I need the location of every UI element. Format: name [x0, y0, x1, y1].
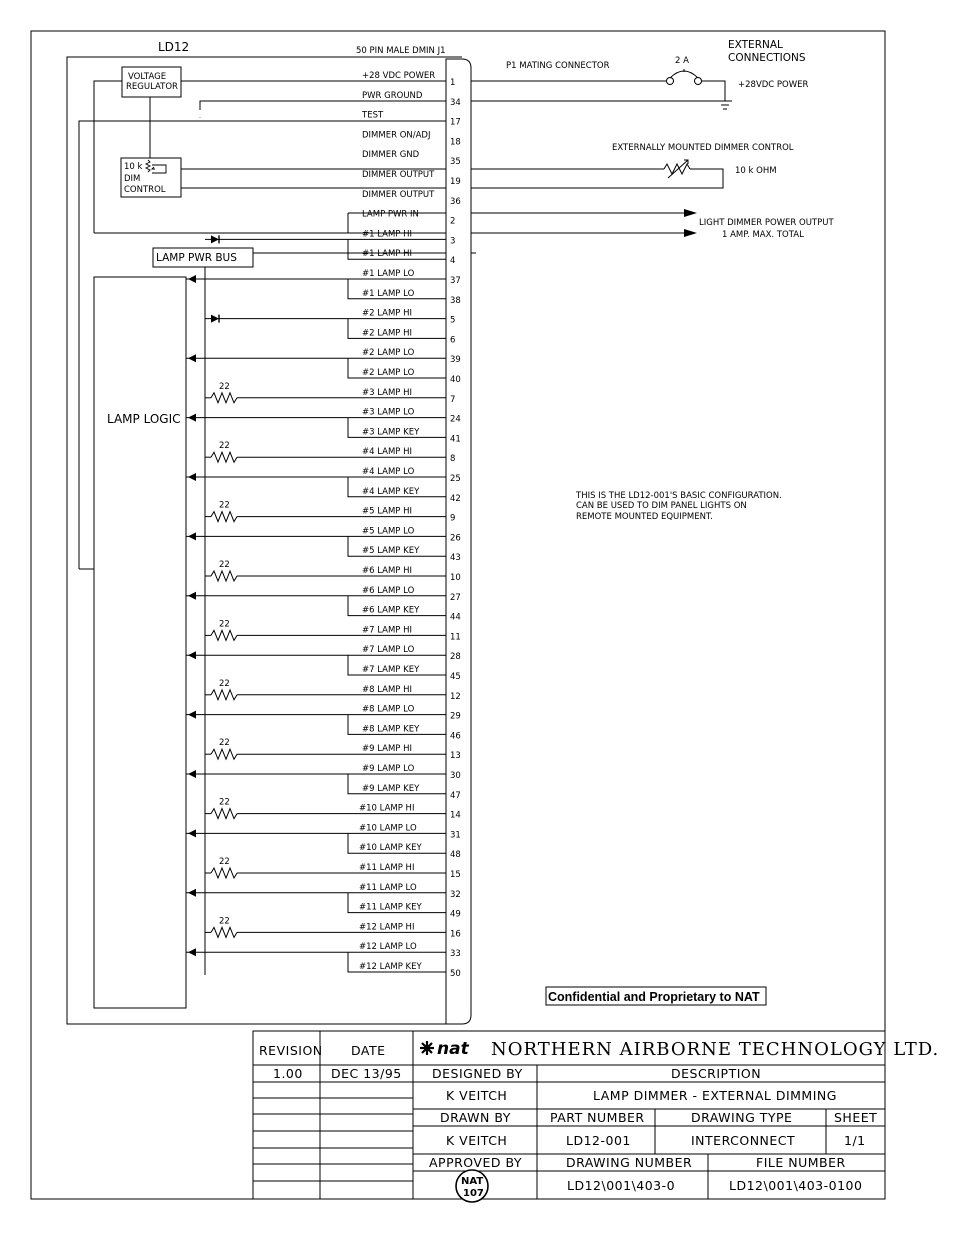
title-block — [253, 1031, 939, 1202]
pin-number: 38 — [450, 295, 461, 306]
nat-logo-text: nat — [437, 1039, 469, 1059]
pin-signal-label: #6 LAMP KEY — [362, 605, 420, 616]
pin-number: 41 — [450, 434, 461, 445]
description-label: DESCRIPTION — [671, 1066, 762, 1081]
description-value: LAMP DIMMER - EXTERNAL DIMMING — [593, 1088, 837, 1103]
fuse-label: 2 A — [675, 56, 689, 66]
pin-number: 26 — [450, 533, 461, 544]
output-arrow-icon-2 — [684, 229, 697, 237]
pin-number: 15 — [450, 870, 461, 880]
resistor-value: 22 — [219, 738, 230, 749]
external-title-2: CONNECTIONS — [728, 52, 806, 64]
dim-control-label-1: 10 k — [124, 162, 143, 172]
pot-resistor-icon — [664, 164, 690, 174]
external-title-1: EXTERNAL — [728, 39, 783, 51]
pin-number: 8 — [450, 454, 456, 465]
lamp-circuits — [186, 235, 446, 972]
pin-number: 12 — [450, 691, 461, 702]
dim-control — [121, 158, 181, 197]
pin-signal-label: #9 LAMP HI — [362, 744, 413, 755]
lamp-lo-arrow-icon — [188, 829, 196, 837]
resistor-icon — [211, 690, 237, 700]
pin-signal-label: #11 LAMP HI — [359, 863, 415, 873]
pin-signal-label: #5 LAMP HI — [362, 506, 413, 517]
pin-signal-label: TEST — [362, 110, 384, 121]
resistor-value: 22 — [219, 441, 230, 452]
approved-by-label: APPROVED BY — [429, 1155, 523, 1170]
resistor-icon — [211, 452, 237, 462]
pin-signal-label: #2 LAMP HI — [362, 328, 413, 339]
pin-signal-label: #1 LAMP HI — [362, 249, 413, 260]
confidential-notice — [546, 987, 766, 1005]
pin-number: 35 — [450, 157, 461, 168]
pin-row — [362, 309, 455, 326]
pin-number: 17 — [450, 117, 461, 128]
pin-number: 27 — [450, 592, 461, 603]
pin-number: 11 — [450, 632, 461, 643]
drawn-by-label: DRAWN BY — [440, 1110, 511, 1125]
pin-signal-label: #2 LAMP HI — [362, 308, 413, 319]
note-line-2: CAN BE USED TO DIM PANEL LIGHTS ON — [576, 501, 747, 511]
output-label-1: LIGHT DIMMER POWER OUTPUT — [699, 218, 834, 228]
pin-number: 1 — [450, 78, 456, 88]
resistor-value: 22 — [219, 857, 230, 867]
mating-connector-label: P1 MATING CONNECTOR — [506, 61, 610, 71]
pin-row — [362, 447, 455, 464]
lamp-pwr-bus — [153, 248, 253, 267]
pin-number: 3 — [450, 236, 456, 247]
sheet-label: SHEET — [834, 1110, 878, 1125]
pin-signal-label: #3 LAMP LO — [362, 407, 415, 418]
pin-signal-label: #10 LAMP HI — [359, 803, 415, 814]
resistor-icon — [211, 393, 237, 403]
resistor-icon — [211, 868, 237, 878]
pin-row — [362, 507, 455, 524]
pin-signal-label: #8 LAMP LO — [362, 704, 415, 715]
pin-number: 2 — [450, 216, 456, 227]
pin-signal-label: #10 LAMP LO — [359, 823, 417, 834]
pin-number: 44 — [450, 612, 461, 623]
dim-control-label-2: DIM — [124, 174, 141, 184]
resistor-value: 22 — [219, 381, 230, 392]
pin-signal-label: #1 LAMP LO — [362, 288, 415, 299]
pin-signal-label: #4 LAMP LO — [362, 467, 415, 477]
nat-logo — [420, 1041, 434, 1055]
pin-number: 43 — [450, 553, 461, 564]
resistor-icon — [211, 571, 237, 581]
pin-number: 30 — [450, 771, 461, 781]
resistor-value: 22 — [219, 560, 230, 570]
pin-signal-label: DIMMER ON/ADJ — [362, 130, 431, 141]
pot-value-label: 10 k OHM — [735, 166, 777, 176]
approval-stamp — [456, 1170, 488, 1202]
lamp-lo-arrow-icon — [188, 275, 196, 283]
pin-signal-label: DIMMER GND — [362, 150, 420, 161]
lamp-lo-arrow-icon — [188, 889, 196, 897]
pin-signal-label: #9 LAMP LO — [362, 764, 415, 774]
pin-signal-label: #1 LAMP LO — [362, 269, 415, 279]
resistor-value: 22 — [219, 797, 230, 808]
lamp-lo-arrow-icon — [188, 711, 196, 719]
pin-signal-label: LAMP PWR IN — [362, 209, 419, 220]
pin-number: 18 — [450, 137, 461, 148]
ground-icon — [718, 101, 732, 109]
pin-row — [362, 71, 455, 88]
pin-number: 6 — [450, 335, 456, 346]
pin-signal-label: #2 LAMP LO — [362, 348, 415, 359]
drawing-type-value: INTERCONNECT — [691, 1133, 796, 1148]
pin-number: 46 — [450, 731, 461, 742]
resistor-icon — [211, 512, 237, 522]
pin-signal-label: #11 LAMP LO — [359, 882, 417, 893]
stamp-line-1: NAT — [461, 1176, 484, 1187]
pin-number: 31 — [450, 830, 461, 841]
dim-control-label-3: CONTROL — [124, 185, 166, 195]
diode-icon — [211, 235, 219, 243]
note-line-1: THIS IS THE LD12-001'S BASIC CONFIGURATION. — [576, 491, 782, 501]
pin-signal-label: PWR GROUND — [362, 90, 423, 101]
ground-arrow-icon — [196, 110, 204, 118]
pin-number: 34 — [450, 97, 461, 108]
pin-number: 29 — [450, 711, 461, 722]
lamp-lo-arrow-icon — [188, 414, 196, 422]
lamp-lo-arrow-icon — [188, 354, 196, 362]
module-outline — [67, 57, 462, 1024]
pin-signal-label: #8 LAMP HI — [362, 684, 413, 695]
pin-number: 42 — [450, 493, 461, 504]
designed-by-value: K VEITCH — [446, 1088, 508, 1103]
drawn-by-value: K VEITCH — [446, 1133, 508, 1148]
company-name: NORTHERN AIRBORNE TECHNOLOGY LTD. — [491, 1039, 940, 1060]
pin-signal-label: #8 LAMP KEY — [362, 724, 420, 735]
pin-signal-label: +28 VDC POWER — [362, 71, 436, 81]
pin-number: 7 — [450, 394, 456, 405]
pin-number: 50 — [450, 969, 461, 979]
drawing-type-label: DRAWING TYPE — [691, 1110, 793, 1125]
pin-signal-label: DIMMER OUTPUT — [362, 189, 435, 200]
pin-signal-label: #11 LAMP KEY — [359, 902, 422, 913]
pin-number: 37 — [450, 276, 461, 286]
pin-number: 25 — [450, 474, 461, 484]
dimmer-control-label: EXTERNALLY MOUNTED DIMMER CONTROL — [612, 143, 794, 153]
pin-number: 32 — [450, 889, 461, 900]
pin-signal-label: #12 LAMP KEY — [359, 962, 422, 972]
pin-signal-label: #3 LAMP HI — [362, 387, 413, 398]
pin-number: 48 — [450, 850, 461, 861]
resistor-icon — [211, 927, 237, 937]
resistor-icon — [211, 630, 237, 640]
pin-signal-label: #7 LAMP LO — [362, 645, 415, 656]
part-number-value: LD12-001 — [566, 1133, 631, 1148]
part-number-label: PART NUMBER — [550, 1110, 645, 1125]
pin-number: 10 — [450, 573, 461, 583]
lamp-lo-arrow-icon — [188, 532, 196, 540]
lamp-pwr-bus-label: LAMP PWR BUS — [156, 252, 237, 264]
pin-number: 5 — [450, 315, 456, 326]
output-arrow-icon — [684, 209, 697, 217]
pin-number: 47 — [450, 790, 461, 801]
pin-number: 4 — [450, 256, 456, 267]
module-name: LD12 — [158, 40, 190, 54]
resistor-value: 22 — [219, 619, 230, 630]
confidential-text: Confidential and Proprietary to NAT — [548, 990, 760, 1004]
pin-signal-label: #10 LAMP KEY — [359, 843, 422, 854]
file-number-label: FILE NUMBER — [756, 1155, 846, 1170]
diode-icon — [211, 315, 219, 323]
pin-number: 9 — [450, 513, 456, 524]
pin-signal-label: #7 LAMP KEY — [362, 665, 420, 675]
sheet-value: 1/1 — [844, 1133, 866, 1148]
pin-signal-label: #6 LAMP HI — [362, 566, 413, 576]
pin-number: 36 — [450, 196, 461, 207]
date-value: DEC 13/95 — [331, 1066, 402, 1081]
voltage-regulator-label-2: REGULATOR — [126, 82, 178, 92]
pin-number: 49 — [450, 909, 461, 920]
config-note — [575, 491, 782, 522]
lamp-lo-arrow-icon — [188, 592, 196, 600]
pin-number: 39 — [450, 355, 461, 366]
pin-signal-label: #9 LAMP KEY — [362, 783, 420, 794]
pin-row — [362, 249, 455, 266]
pin-number: 13 — [450, 751, 461, 762]
output-label-2: 1 AMP. MAX. TOTAL — [722, 230, 804, 240]
date-header: DATE — [351, 1043, 386, 1058]
lamp-lo-arrow-icon — [188, 651, 196, 659]
stamp-line-2: 107 — [463, 1188, 484, 1199]
drawing-number-label: DRAWING NUMBER — [566, 1155, 693, 1170]
pin-signal-label: #7 LAMP HI — [362, 625, 413, 636]
pin-row — [362, 328, 455, 345]
pin-number: 28 — [450, 652, 461, 663]
resistor-value: 22 — [219, 916, 230, 927]
pin-signal-label: #12 LAMP LO — [359, 942, 417, 953]
pin-signal-label: DIMMER OUTPUT — [362, 170, 435, 180]
note-line-3: REMOTE MOUNTED EQUIPMENT. — [576, 512, 713, 522]
resistor-value: 22 — [219, 678, 230, 689]
fuse-icon — [667, 78, 674, 85]
revision-value: 1.00 — [273, 1066, 303, 1081]
voltage-regulator-label-1: VOLTAGE — [128, 72, 167, 82]
pin-signal-label: #1 LAMP HI — [362, 229, 413, 240]
external-connections — [471, 39, 834, 253]
pin-row — [362, 388, 455, 405]
power-label: +28VDC POWER — [738, 80, 809, 90]
pin-signal-label: #5 LAMP KEY — [362, 546, 420, 557]
pin-number: 16 — [450, 929, 461, 940]
pin-number: 45 — [450, 672, 461, 682]
lamp-lo-arrow-icon — [188, 948, 196, 956]
dim-pot-icon — [146, 160, 150, 172]
resistor-icon — [211, 809, 237, 819]
pin-number: 19 — [450, 177, 461, 187]
lamp-logic — [94, 277, 186, 1008]
revision-header: REVISION — [259, 1043, 323, 1058]
pin-signal-label: #12 LAMP HI — [359, 922, 415, 933]
resistor-value: 22 — [219, 500, 230, 511]
pin-number: 14 — [450, 810, 461, 821]
pin-number: 40 — [450, 375, 461, 385]
pin-row — [362, 229, 455, 246]
connector-label: 50 PIN MALE DMIN J1 — [356, 46, 446, 56]
designed-by-label: DESIGNED BY — [432, 1066, 523, 1081]
pin-row — [362, 210, 455, 227]
pin-signal-label: #4 LAMP KEY — [362, 486, 420, 497]
pin-signal-label: #3 LAMP KEY — [362, 427, 420, 438]
voltage-regulator — [122, 67, 181, 97]
pin-signal-label: #2 LAMP LO — [362, 368, 415, 378]
pin-number: 24 — [450, 414, 461, 425]
pin-signal-label: #5 LAMP LO — [362, 526, 415, 537]
pin-signal-label: #6 LAMP LO — [362, 585, 415, 596]
resistor-icon — [211, 749, 237, 759]
drawing-number-value: LD12\001\403-0 — [567, 1178, 676, 1193]
file-number-value: LD12\001\403-0100 — [729, 1178, 863, 1193]
lamp-logic-label: LAMP LOGIC — [107, 412, 181, 426]
pin-number: 33 — [450, 949, 461, 960]
lamp-lo-arrow-icon — [188, 473, 196, 481]
lamp-lo-arrow-icon — [188, 770, 196, 778]
pin-signal-label: #4 LAMP HI — [362, 447, 413, 458]
